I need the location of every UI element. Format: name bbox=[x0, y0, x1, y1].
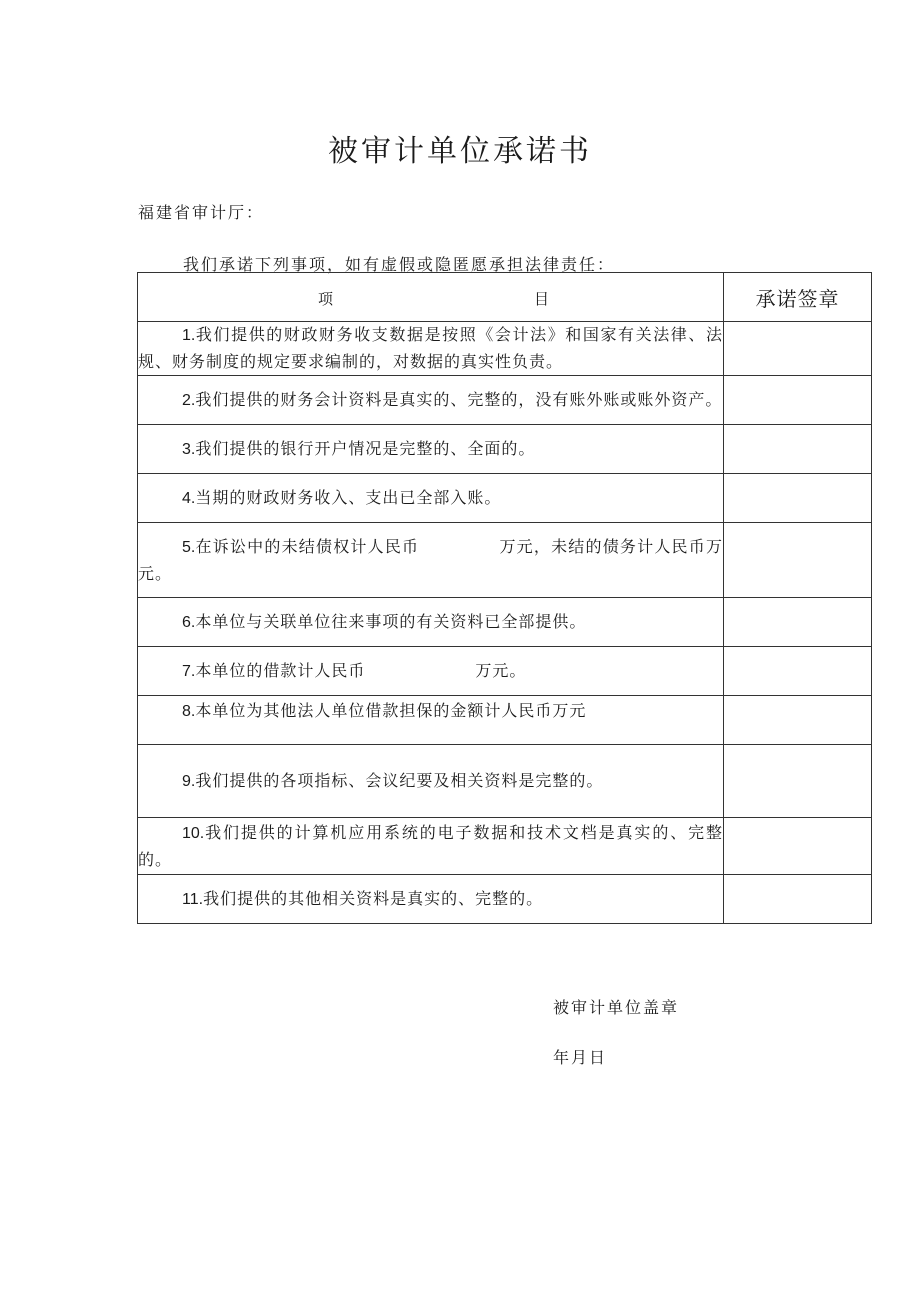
table-row bbox=[138, 745, 872, 818]
item-number: 6. bbox=[182, 613, 196, 631]
item-text: 本单位为其他法人单位借款担保的金额计人民币万元 bbox=[195, 701, 587, 720]
item-text-part-2: 万元，未结的债务计人民币万元。 bbox=[138, 536, 723, 583]
item-cell bbox=[138, 818, 724, 875]
item-text: 当期的财政财务收入、支出已全部入账。 bbox=[195, 487, 502, 507]
sign-cell[interactable] bbox=[724, 875, 872, 924]
intro-statement: 我们承诺下列事项，如有虚假或隐匿愿承担法律责任： bbox=[183, 255, 616, 274]
table-row bbox=[138, 474, 872, 523]
item-text-part-2: 万元。 bbox=[475, 660, 527, 680]
item-cell bbox=[138, 875, 724, 924]
item-text: 我们提供的银行开户情况是完整的、全面的。 bbox=[195, 438, 536, 458]
item-number: 3. bbox=[182, 440, 196, 458]
item-cell bbox=[138, 523, 724, 598]
sign-cell[interactable] bbox=[724, 598, 872, 647]
header-item-char-2: 目 bbox=[534, 290, 550, 308]
item-text: 我们提供的计算机应用系统的电子数据和技术文档是真实的、完整的。 bbox=[138, 822, 723, 869]
item-cell bbox=[138, 598, 724, 647]
sign-cell[interactable] bbox=[724, 647, 872, 696]
item-cell bbox=[138, 425, 724, 474]
item-text-part-1: 在诉讼中的未结债权计人民币 bbox=[195, 536, 420, 556]
sign-cell[interactable] bbox=[724, 425, 872, 474]
table-row bbox=[138, 322, 872, 376]
item-number: 7. bbox=[182, 662, 196, 680]
date-label: 年月日 bbox=[553, 1048, 608, 1067]
addressee: 福建省审计厅： bbox=[138, 203, 265, 222]
item-number: 2. bbox=[182, 391, 196, 409]
sign-cell[interactable] bbox=[724, 696, 872, 745]
item-cell bbox=[138, 376, 724, 425]
item-number: 4. bbox=[182, 489, 196, 507]
commitment-table bbox=[137, 272, 872, 924]
item-cell bbox=[138, 647, 724, 696]
table-header-row bbox=[138, 273, 872, 322]
item-cell bbox=[138, 322, 724, 376]
item-number: 11. bbox=[182, 890, 204, 908]
table-row bbox=[138, 875, 872, 924]
header-item-cell bbox=[138, 273, 724, 322]
item-number: 8. bbox=[182, 703, 196, 720]
document-title: 被审计单位承诺书 bbox=[328, 134, 592, 169]
item-number: 9. bbox=[182, 772, 196, 790]
sign-cell[interactable] bbox=[724, 745, 872, 818]
item-text: 我们提供的各项指标、会议纪要及相关资料是完整的。 bbox=[195, 770, 604, 790]
sign-cell[interactable] bbox=[724, 523, 872, 598]
item-cell bbox=[138, 745, 724, 818]
sign-cell[interactable] bbox=[724, 376, 872, 425]
table-row bbox=[138, 598, 872, 647]
sign-cell[interactable] bbox=[724, 322, 872, 376]
table-row bbox=[138, 425, 872, 474]
sign-cell[interactable] bbox=[724, 474, 872, 523]
item-number: 10. bbox=[182, 824, 205, 842]
table-row bbox=[138, 696, 872, 745]
item-text: 本单位与关联单位往来事项的有关资料已全部提供。 bbox=[195, 611, 587, 631]
item-number: 1. bbox=[182, 327, 196, 344]
item-text: 我们提供的财政财务收支数据是按照《会计法》和国家有关法律、法规、财务制度的规定要求编制的，对数据的真实性负责。 bbox=[138, 325, 723, 371]
item-text: 我们提供的财务会计资料是真实的、完整的，没有账外账或账外资产。 bbox=[195, 389, 723, 409]
table-row bbox=[138, 647, 872, 696]
table-row bbox=[138, 523, 872, 598]
header-sign-cell: 承诺签章 bbox=[724, 273, 872, 322]
header-item-char-1: 项 bbox=[318, 290, 334, 308]
table-row bbox=[138, 376, 872, 425]
table-row bbox=[138, 818, 872, 875]
item-number: 5. bbox=[182, 538, 196, 556]
item-cell bbox=[138, 696, 724, 745]
sign-cell[interactable] bbox=[724, 818, 872, 875]
seal-label: 被审计单位盖章 bbox=[553, 998, 680, 1017]
item-text-part-1: 本单位的借款计人民币 bbox=[195, 660, 366, 680]
item-text: 我们提供的其他相关资料是真实的、完整的。 bbox=[203, 888, 544, 908]
item-cell bbox=[138, 474, 724, 523]
